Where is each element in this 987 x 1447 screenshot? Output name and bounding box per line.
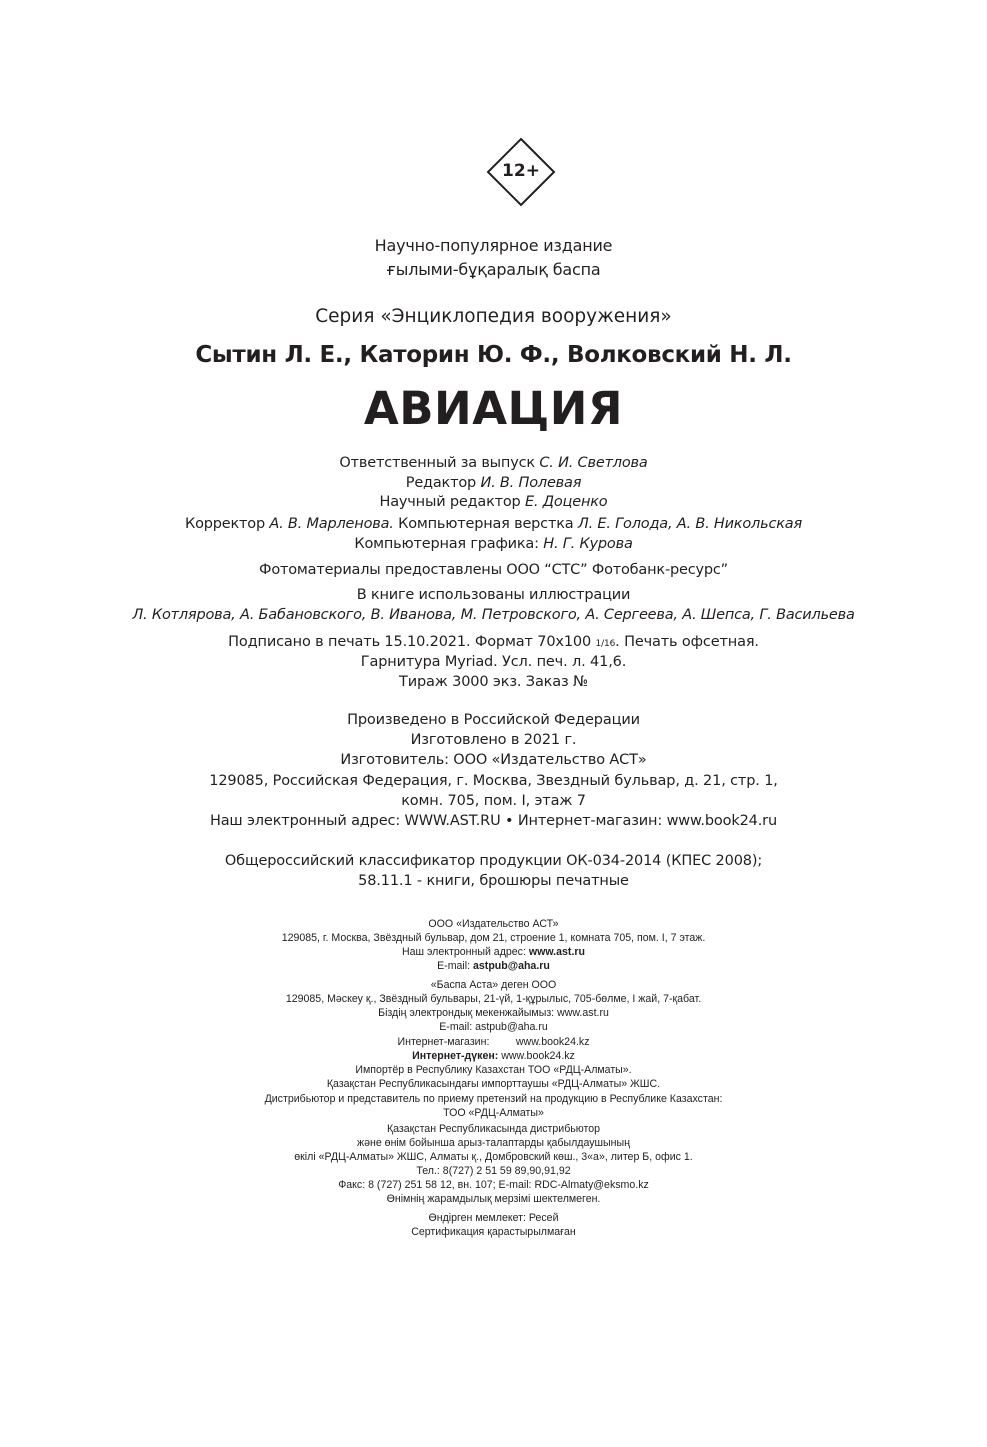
credit-photos: Фотоматериалы предоставлены ООО “СТС” Фотобанк-ресурс” xyxy=(259,562,728,578)
fine-print-shelf-life: Өнімнің жарамдылық мерзімі шектелмеген. xyxy=(386,1193,601,1205)
fine-print-phone: Тел.: 8(727) 2 51 59 89,90,91,92 xyxy=(416,1165,571,1177)
fine-print-web-ru: Наш электронный адрес: www.ast.ru xyxy=(402,946,585,958)
fine-print-distributor-ru: Дистрибьютор и представитель по приему претензий на продукцию в Республике Казахстан: xyxy=(264,1093,723,1105)
age-rating-badge xyxy=(486,137,556,207)
production-manufacturer: Изготовитель: ООО «Издательство АСТ» xyxy=(340,752,647,768)
fine-print-distributor-name: ТОО «РДЦ-Алматы» xyxy=(443,1107,544,1119)
fine-print-certification: Сертификация қарастырылмаған xyxy=(411,1226,576,1238)
fine-print-shop-ru: Интернет-магазин: www.book24.kz xyxy=(397,1036,590,1048)
fine-print-importer-ru: Импортёр в Республику Казахстан ТОО «РДЦ-Алматы». xyxy=(355,1064,632,1076)
authors: Сытин Л. Е., Каторин Ю. Ф., Волковский Н. Л. xyxy=(195,342,792,368)
fine-print-web-kz: Біздің электрондық мекенжайымыз: www.ast.ru xyxy=(378,1007,609,1019)
series-title: Серия «Энциклопедия вооружения» xyxy=(315,306,672,327)
print-signed: Подписано в печать 15.10.2021. Формат 70х100 1/16. Печать офсетная. xyxy=(228,634,759,650)
production-made-in: Произведено в Российской Федерации xyxy=(347,712,640,728)
production-address-2: комн. 705, пом. I, этаж 7 xyxy=(401,793,586,809)
credit-responsible: Ответственный за выпуск С. И. Светлова xyxy=(339,455,648,471)
print-circulation: Тираж 3000 экз. Заказ № xyxy=(399,674,588,690)
fine-print-publisher-kz: «Баспа Аста» деген ООО xyxy=(430,979,557,991)
edition-type-ru: Научно-популярное издание xyxy=(374,236,613,255)
production-year: Изготовлено в 2021 г. xyxy=(410,732,577,748)
production-address-1: 129085, Российская Федерация, г. Москва, Звездный бульвар, д. 21, стр. 1, xyxy=(209,773,778,789)
credit-corrector-layout: Корректор А. В. Марленова. Компьютерная верстка Л. Е. Голода, А. В. Никольская xyxy=(184,516,802,532)
production-web: Наш электронный адрес: WWW.AST.RU • Интернет-магазин: www.book24.ru xyxy=(209,813,778,829)
fine-print-address-kz: 129085, Мәскеу қ., Звёздный бульвары, 21-үй, 1-құрылыс, 705-бөлме, I жай, 7-қабат. xyxy=(285,993,702,1005)
fine-print-email-ru: E-mail: astpub@aha.ru xyxy=(437,960,550,972)
fine-print-publisher: ООО «Издательство АСТ» xyxy=(428,918,559,930)
credit-graphics: Компьютерная графика: Н. Г. Курова xyxy=(354,536,633,552)
classifier-line-1: Общероссийский классификатор продукции ОК-034-2014 (КПЕС 2008); xyxy=(224,853,763,869)
age-rating-text: 12+ xyxy=(502,161,540,181)
fine-print-shop-kz: Интернет-дүкен: www.book24.kz xyxy=(412,1050,575,1062)
book-title: АВИАЦИЯ xyxy=(363,382,624,435)
credit-illustrations-label: В книге использованы иллюстрации xyxy=(356,587,631,603)
fine-print-representative-kz: өкілі «РДЦ-Алматы» ЖШС, Алматы қ., Домбровский көш., 3«а», литер Б, офис 1. xyxy=(294,1151,693,1163)
credit-scientific-editor: Научный редактор Е. Доценко xyxy=(379,494,608,510)
credit-illustrators: Л. Котлярова, А. Бабановского, В. Иванова, М. Петровского, А. Сергеева, А. Шепса, Г. Васильева xyxy=(132,607,855,623)
fine-print-fax-email: Факс: 8 (727) 251 58 12, вн. 107; E-mail: RDC-Almaty@eksmo.kz xyxy=(338,1179,649,1191)
credit-editor: Редактор И. В. Полевая xyxy=(405,475,582,491)
print-typeface: Гарнитура Myriad. Усл. печ. л. 41,6. xyxy=(360,654,627,670)
fine-print-country: Өндірген мемлекет: Ресей xyxy=(428,1212,559,1224)
classifier-line-2: 58.11.1 - книги, брошюры печатные xyxy=(358,873,629,889)
fine-print-importer-kz: Қазақстан Республикасындағы импорттаушы «РДЦ-Алматы» ЖШС. xyxy=(326,1078,661,1090)
fine-print-email-kz: E-mail: astpub@aha.ru xyxy=(439,1021,548,1033)
edition-type-kz: ғылыми-бұқаралық баспа xyxy=(386,260,601,279)
fine-print-distributor-kz: Қазақстан Республикасында дистрибьютор xyxy=(386,1123,601,1135)
fine-print-address-ru: 129085, г. Москва, Звёздный бульвар, дом 21, строение 1, комната 705, пом. I, 7 этаж. xyxy=(281,932,706,944)
fine-print-claims-kz: және өнім бойынша арыз-талаптарды қабылдаушының xyxy=(357,1137,630,1149)
